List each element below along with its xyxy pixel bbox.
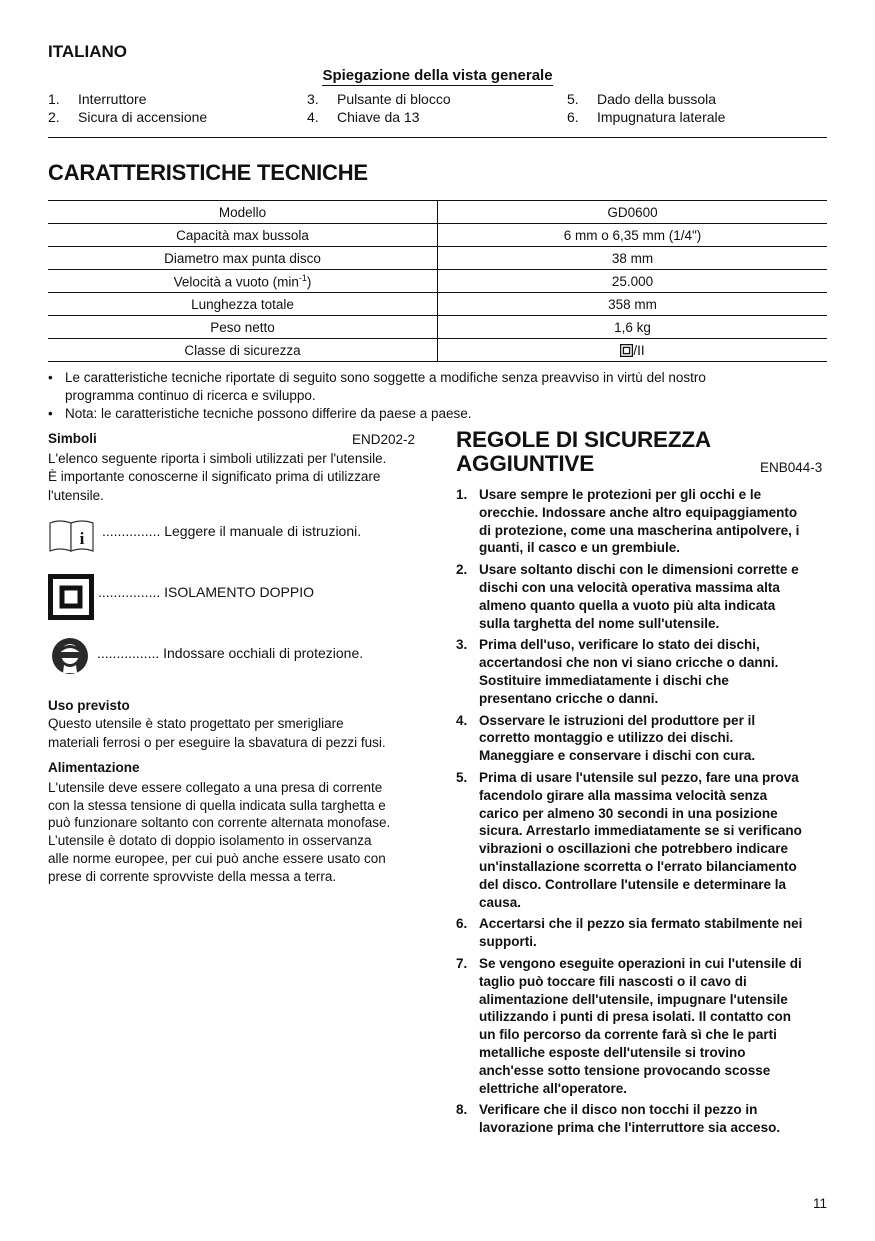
- symbols-code: END202-2: [352, 432, 416, 447]
- power-line: alle norme europee, per cui può anche essere usato con: [48, 851, 386, 866]
- power-line: L'utensile deve essere collegato a una presa di corrente: [48, 780, 383, 795]
- spec-note: • Le caratteristiche tecniche riportate di seguito sono soggette a modifiche senza preavviso in virtù del nostro: [48, 370, 706, 385]
- power-line: prese di corrente sprovviste della messa a terra.: [48, 869, 337, 884]
- table-row: Classe di sicurezza /II: [48, 339, 827, 362]
- symbols-intro-line: l'utensile.: [48, 488, 104, 503]
- power-heading: Alimentazione: [48, 760, 140, 775]
- safety-rules-list: [456, 486, 828, 1141]
- list-item: 8. Verificare che il disco non tocchi il pezzo in lavorazione prima che l'interruttore sia acceso.: [456, 1102, 781, 1136]
- symbols-intro-line: L'elenco seguente riporta i simboli utilizzati per l'utensile.: [48, 451, 387, 466]
- double-insulation-icon: [620, 344, 633, 357]
- list-item: 6. Accertarsi che il pezzo sia fermato stabilmente nei supporti.: [456, 916, 803, 950]
- safety-glasses-icon: [51, 637, 89, 675]
- intended-use-heading: Uso previsto: [48, 698, 130, 713]
- overview-item: 6. Impugnatura laterale: [567, 109, 726, 125]
- specs-heading: CARATTERISTICHE TECNICHE: [48, 160, 368, 185]
- list-item: 1. Usare sempre le protezioni per gli occhi e le orecchie. Indossare anche altro equipaggiamento di protezione, come una mascherina antipolvere, i guanti, il casco e un grembiule.: [456, 487, 800, 556]
- spec-note: programma continuo di ricerca e sviluppo.: [65, 388, 316, 403]
- overview-item: 5. Dado della bussola: [567, 91, 717, 107]
- language-heading: ITALIANO: [48, 42, 128, 61]
- table-row: Modello GD0600: [48, 201, 827, 224]
- list-item: 2. Usare soltanto dischi con le dimensioni corrette e dischi con una velocità operativa massima alta almeno quanto quella a vuoto più alta indicata sulla targhetta del nome sull'utensile.: [456, 562, 799, 631]
- power-line: L’utensile è dotato di doppio isolamento in osservanza: [48, 833, 372, 848]
- list-item: 7. Se vengono eseguite operazioni in cui l'utensile di taglio può toccare fili nascosti o il cavo di alimentazione dell'utensile, impugnare l'utensile utilizzando i punti di presa isolati. Il contatto con un filo percorso da corrente farà sì che le parti metalliche esposte dell'utensile si trovino anch'esse sotto tensione provocando scosse elettriche all'operatore.: [456, 955, 802, 1096]
- symbol-description: ................ ISOLAMENTO DOPPIO: [98, 584, 315, 600]
- svg-text:i: i: [79, 529, 85, 548]
- spec-note: • Nota: le caratteristiche tecniche possono differire da paese a paese.: [48, 406, 472, 421]
- power-line: con la stessa tensione di quella indicata sulla targhetta e: [48, 798, 386, 813]
- list-item: 4. Osservare le istruzioni del produttore per il corretto montaggio e utilizzo dei dischi. Maneggiare e conservare i dischi con cura.: [456, 712, 756, 764]
- list-item: 5. Prima di usare l'utensile sul pezzo, fare una prova facendolo girare alla massima velocità senza carico per almeno 30 secondi in una posizione sicura. Arrestarlo immediatamente se si verificano vibrazioni o oscillazioni che potrebbero indicare un'installazione scorretta o l'errato bilanciamento del disco. Controllare l'utensile e determinare la causa.: [456, 769, 802, 910]
- intended-use-line: materiali ferrosi o per eseguire la sbavatura di pezzi fusi.: [48, 735, 386, 750]
- table-row: Velocità a vuoto $(\min^{-1})$ 25.000: [48, 270, 827, 293]
- table-row: Lunghezza totale 358 mm: [48, 293, 827, 316]
- symbol-description: ............... Leggere il manuale di istruzioni.: [102, 523, 362, 539]
- overview-item: 1. Interruttore: [48, 91, 147, 107]
- page-number: 11: [812, 1196, 827, 1211]
- overview-item: 2. Sicura di accensione: [48, 109, 208, 125]
- manual-icon: [48, 518, 96, 554]
- intended-use-line: Questo utensile è stato progettato per smerigliare: [48, 716, 344, 731]
- list-item: 3. Prima dell'uso, verificare lo stato dei dischi, accertandosi che non vi siano cricche o danni. Sostituire immediatamente i dischi che presentano cricche o danni.: [456, 637, 779, 706]
- overview-item: 3. Pulsante di blocco: [307, 91, 451, 107]
- power-line: può funzionare soltanto con corrente alternata monofase.: [48, 815, 391, 830]
- section-divider: [48, 137, 827, 138]
- table-row: Diametro max punta disco 38 mm: [48, 247, 827, 270]
- safety-heading: REGOLE DI SICUREZZA AGGIUNTIVE: [456, 427, 711, 476]
- table-row: Peso netto 1,6 kg: [48, 316, 827, 339]
- symbol-description: ................ Indossare occhiali di protezione.: [97, 645, 364, 661]
- overview-title: Spiegazione della vista generale: [322, 67, 553, 84]
- overview-item: 4. Chiave da 13: [307, 109, 420, 125]
- double-insulation-icon: [48, 574, 94, 620]
- safety-code: ENB044-3: [760, 460, 823, 475]
- specs-table: [48, 200, 827, 362]
- table-row: Capacità max bussola 6 mm o 6,35 mm (1/4"): [48, 224, 827, 247]
- symbols-intro-line: È importante conoscerne il significato prima di utilizzare: [48, 469, 381, 484]
- symbols-heading: Simboli: [48, 431, 97, 446]
